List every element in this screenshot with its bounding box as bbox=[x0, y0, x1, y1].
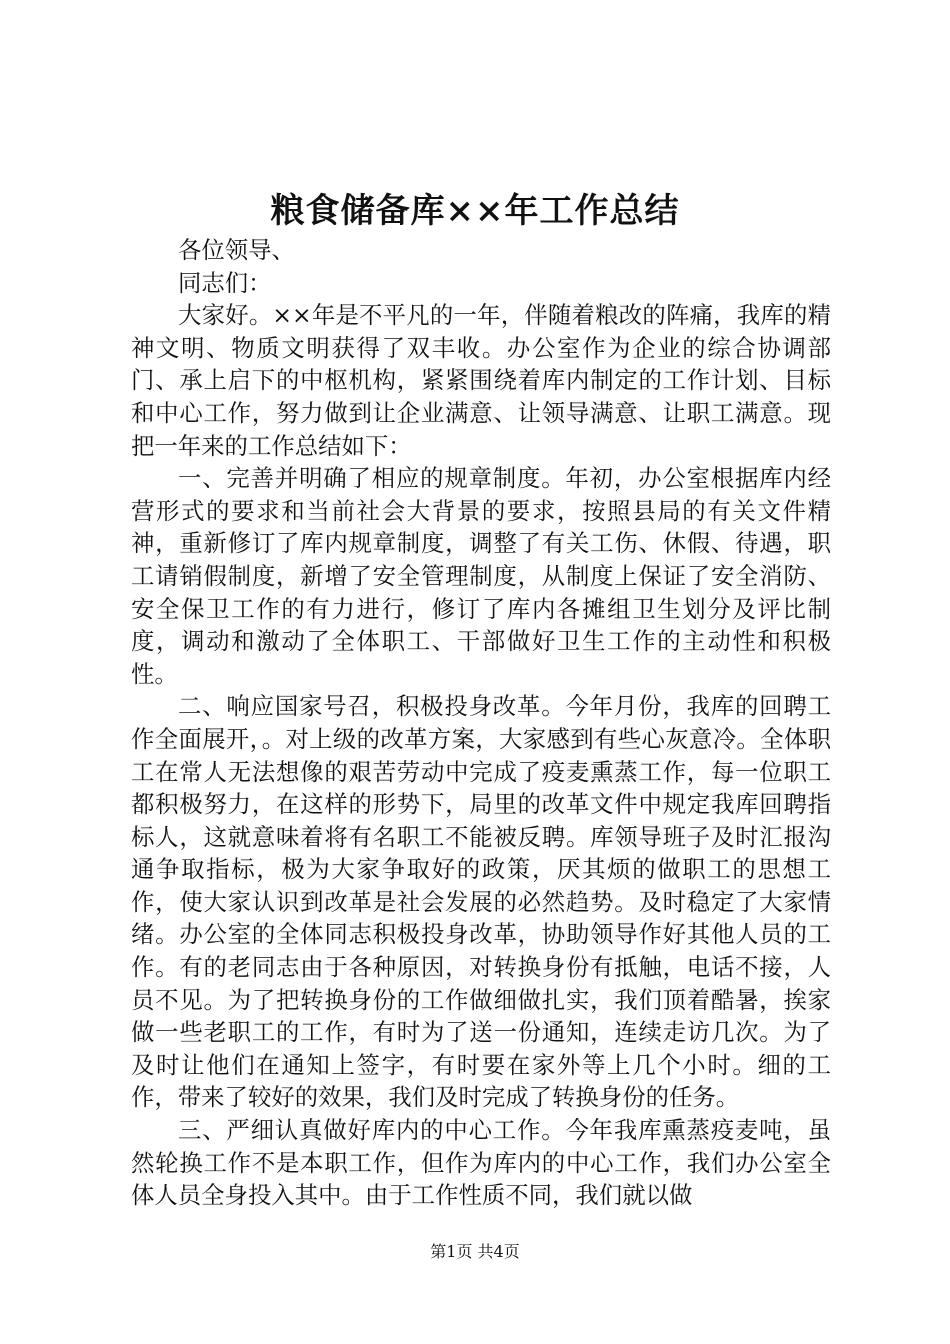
salutation-line-2: 同志们： bbox=[178, 268, 272, 297]
paragraph-section-2: 二、响应国家号召，积极投身改革。今年月份，我库的回聘工作全面展开，。对上级的改革方案，大家感到有些心灰意冷。全体职工在常人无法想像的艰苦劳动中完成了疫麦熏蒸工作，每一位职工都积极努力，在这样的形势下，局里的改革文件中规定我库回聘指标人，这就意味着将有名职工不能被反聘。库领导班子及时汇报沟通争取指标，极为大家争取好的政策，厌其烦的做职工的思想工作，使大家认识到改革是社会发展的必然趋势。及时稳定了大家情绪。办公室的全体同志积极投身改革，协助领导作好其他人员的工作。有的老同志由于各种原因，对转换身份有抵触，电话不接，人员不见。为了把转换身份的工作做细做扎实，我们顶着酷暑，挨家做一些老职工的工作，有时为了送一份通知，连续走访几次。为了及时让他们在通知上签字，有时要在家外等上几个小时。细的工作，带来了较好的效果，我们及时完成了转换身份的任务。 bbox=[131, 692, 831, 1112]
page-number-footer: 第1页 共4页 bbox=[430, 1242, 520, 1261]
salutation-line-1: 各位领导、 bbox=[178, 236, 295, 264]
paragraph-intro: 大家好。××年是不平凡的一年，伴随着粮改的阵痛，我库的精神文明、物质文明获得了双丰收。办公室作为企业的综合协调部门、承上启下的中枢机构，紧紧围绕着库内制定的工作计划、目标和中心工作，努力做到让企业满意、让领导满意、让职工满意。现把一年来的工作总结如下： bbox=[131, 301, 831, 460]
paragraph-section-1: 一、完善并明确了相应的规章制度。年初，办公室根据库内经营形式的要求和当前社会大背景的要求，按照县局的有关文件精神，重新修订了库内规章制度，调整了有关工伤、休假、待遇，职工请销假制度，新增了安全管理制度，从制度上保证了安全消防、安全保卫工作的有力进行，修订了库内各摊组卫生划分及评比制度，调动和激动了全体职工、干部做好卫生工作的主动性和积极性。 bbox=[131, 464, 831, 688]
document-body bbox=[131, 234, 831, 1212]
document-title: 粮食储备库××年工作总结 bbox=[270, 191, 680, 231]
paragraph-section-3: 三、严细认真做好库内的中心工作。今年我库熏蒸疫麦吨，虽然轮换工作不是本职工作，但作为库内的中心工作，我们办公室全体人员全身投入其中。由于工作性质不同，我们就以做 bbox=[131, 1116, 831, 1210]
